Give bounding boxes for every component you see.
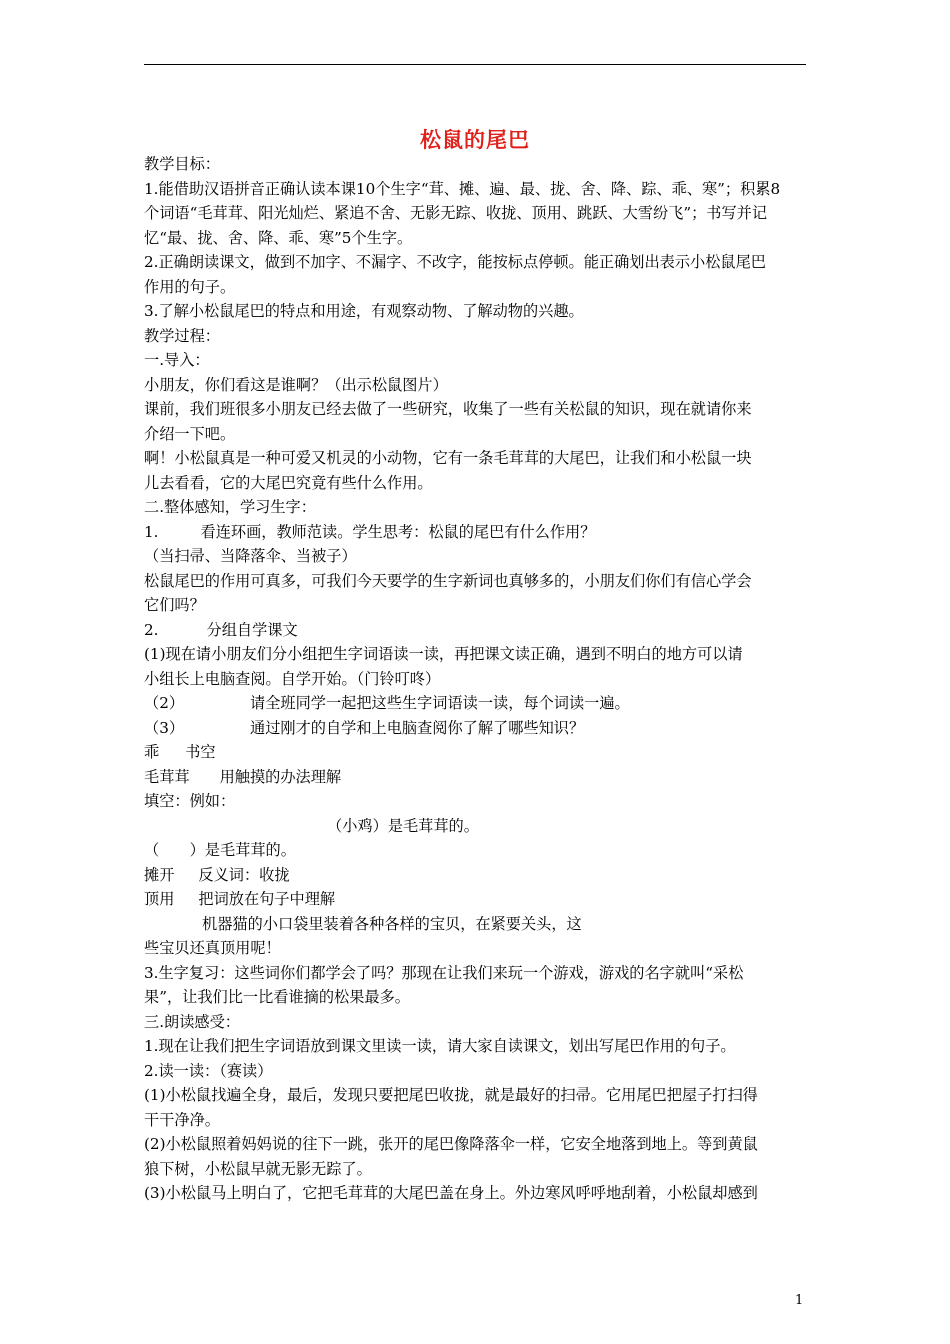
text-line: 2.正确朗读课文，做到不加字、不漏字、不改字，能按标点停顿。能正确划出表示小松鼠尾巴 bbox=[144, 253, 766, 271]
text-line: 果”，让我们比一比看谁摘的松果最多。 bbox=[144, 988, 410, 1006]
text-line: 干干净净。 bbox=[144, 1110, 220, 1129]
text-line: 3.生字复习：这些词你们都学会了吗？那现在让我们来玩一个游戏，游戏的名字就叫“采松 bbox=[144, 963, 744, 982]
text-line: 小朋友，你们看这是谁啊？（出示松鼠图片） bbox=[144, 375, 448, 394]
text-line bbox=[144, 716, 812, 741]
document-body bbox=[144, 152, 812, 1206]
text-line: (2)小松鼠照着妈妈说的往下一跳，张开的尾巴像降落伞一样，它安全地落到地上。等到黄鼠 bbox=[144, 1135, 758, 1153]
text-line bbox=[144, 520, 812, 545]
text-line: 课前，我们班很多小朋友已经去做了一些研究，收集了一些有关松鼠的知识，现在就请你来 bbox=[144, 400, 752, 418]
text-line: 狼下树，小松鼠早就无影无踪了。 bbox=[144, 1159, 372, 1178]
text-line bbox=[144, 618, 812, 643]
text-line: 个词语“毛茸茸、阳光灿烂、紧追不舍、无影无踪、收拢、顶用、跳跃、大雪纷飞”；书写并记 bbox=[144, 204, 768, 222]
text-line bbox=[144, 691, 812, 716]
vocab-note: 把词放在句子中理解 bbox=[198, 890, 336, 908]
header-rule bbox=[144, 64, 806, 65]
text-line: （小鸡）是毛茸茸的。 bbox=[327, 816, 479, 835]
page-title: 松鼠的尾巴 bbox=[420, 128, 530, 152]
text-line: 3.了解小松鼠尾巴的特点和用途，有观察动物、了解动物的兴趣。 bbox=[144, 302, 584, 320]
text-line: 些宝贝还真顶用呢！ bbox=[144, 939, 281, 957]
list-text: 通过刚才的自学和上电脑查阅你了解了哪些知识？ bbox=[250, 718, 585, 737]
page-number: 1 bbox=[795, 1293, 804, 1308]
text-line bbox=[144, 740, 812, 765]
text-line: 二.整体感知，学习生字： bbox=[144, 498, 316, 516]
text-line: （当扫帚、当降落伞、当被子） bbox=[144, 547, 357, 565]
vocab-note: 反义词：收拢 bbox=[198, 865, 290, 884]
list-marker: （3） bbox=[144, 718, 185, 737]
text-line: 教学过程： bbox=[144, 326, 220, 345]
text-line: 教学目标： bbox=[144, 155, 220, 173]
text-line: 介绍一下吧。 bbox=[144, 424, 236, 443]
text-line: 填空：例如： bbox=[144, 792, 236, 810]
text-line: 作用的句子。 bbox=[144, 277, 236, 296]
text-line: 它们吗？ bbox=[144, 596, 205, 614]
text-line: 忆“最、拢、舍、降、乖、寒”5个生字。 bbox=[144, 228, 413, 247]
text-line: 一.导入： bbox=[144, 351, 210, 369]
text-line: 1.现在让我们把生字词语放到课文里读一读，请大家自读课文，划出写尾巴作用的句子。 bbox=[144, 1037, 736, 1055]
text-line: (3)小松鼠马上明白了，它把毛茸茸的大尾巴盖在身上。外边寒风呼呼地刮着，小松鼠却感到 bbox=[144, 1184, 758, 1202]
vocab-note: 书空 bbox=[185, 743, 216, 761]
text-line: 1.能借助汉语拼音正确认读本课10个生字“茸、摊、遍、最、拢、舍、降、踪、乖、寒”；积累8 bbox=[144, 179, 781, 198]
list-marker: 1. bbox=[144, 522, 159, 541]
text-line: 啊！小松鼠真是一种可爱又机灵的小动物，它有一条毛茸茸的大尾巴，让我们和小松鼠一块 bbox=[144, 449, 752, 467]
text-line: 机器猫的小口袋里装着各种各样的宝贝，在紧要关头，这 bbox=[202, 914, 582, 933]
vocab-word: 摊开 bbox=[144, 865, 175, 884]
text-line bbox=[144, 887, 812, 912]
list-marker: 2. bbox=[144, 620, 159, 639]
list-text: 请全班同学一起把这些生字词语读一读，每个词读一遍。 bbox=[250, 694, 630, 712]
list-marker: （2） bbox=[144, 694, 185, 712]
vocab-note: 用触摸的办法理解 bbox=[219, 767, 342, 786]
text-line: 松鼠尾巴的作用可真多，可我们今天要学的生字新词也真够多的，小朋友们你们有信心学会 bbox=[144, 571, 752, 590]
text-line: 小组长上电脑查阅。自学开始。（门铃叮咚） bbox=[144, 669, 441, 688]
text-line: 三.朗读感受： bbox=[144, 1012, 240, 1031]
text-line: 2.读一读：（赛读） bbox=[144, 1061, 273, 1080]
text-line bbox=[144, 863, 812, 888]
text-line: (1)现在请小朋友们分小组把生字词语读一读，再把课文读正确，遇到不明白的地方可以请 bbox=[144, 645, 743, 663]
vocab-word: 顶用 bbox=[144, 890, 175, 908]
list-text: 看连环画，教师范读。学生思考：松鼠的尾巴有什么作用？ bbox=[200, 522, 596, 541]
text-line: 儿去看看，它的大尾巴究竟有些什么作用。 bbox=[144, 473, 433, 492]
list-text: 分组自学课文 bbox=[206, 620, 298, 639]
text-line: （ ）是毛茸茸的。 bbox=[144, 841, 296, 859]
vocab-word: 乖 bbox=[144, 743, 160, 761]
text-line bbox=[144, 765, 812, 790]
text-line: (1)小松鼠找遍全身，最后，发现只要把尾巴收拢，就是最好的扫帚。它用尾巴把屋子打扫得 bbox=[144, 1086, 758, 1104]
vocab-word: 毛茸茸 bbox=[144, 767, 190, 786]
